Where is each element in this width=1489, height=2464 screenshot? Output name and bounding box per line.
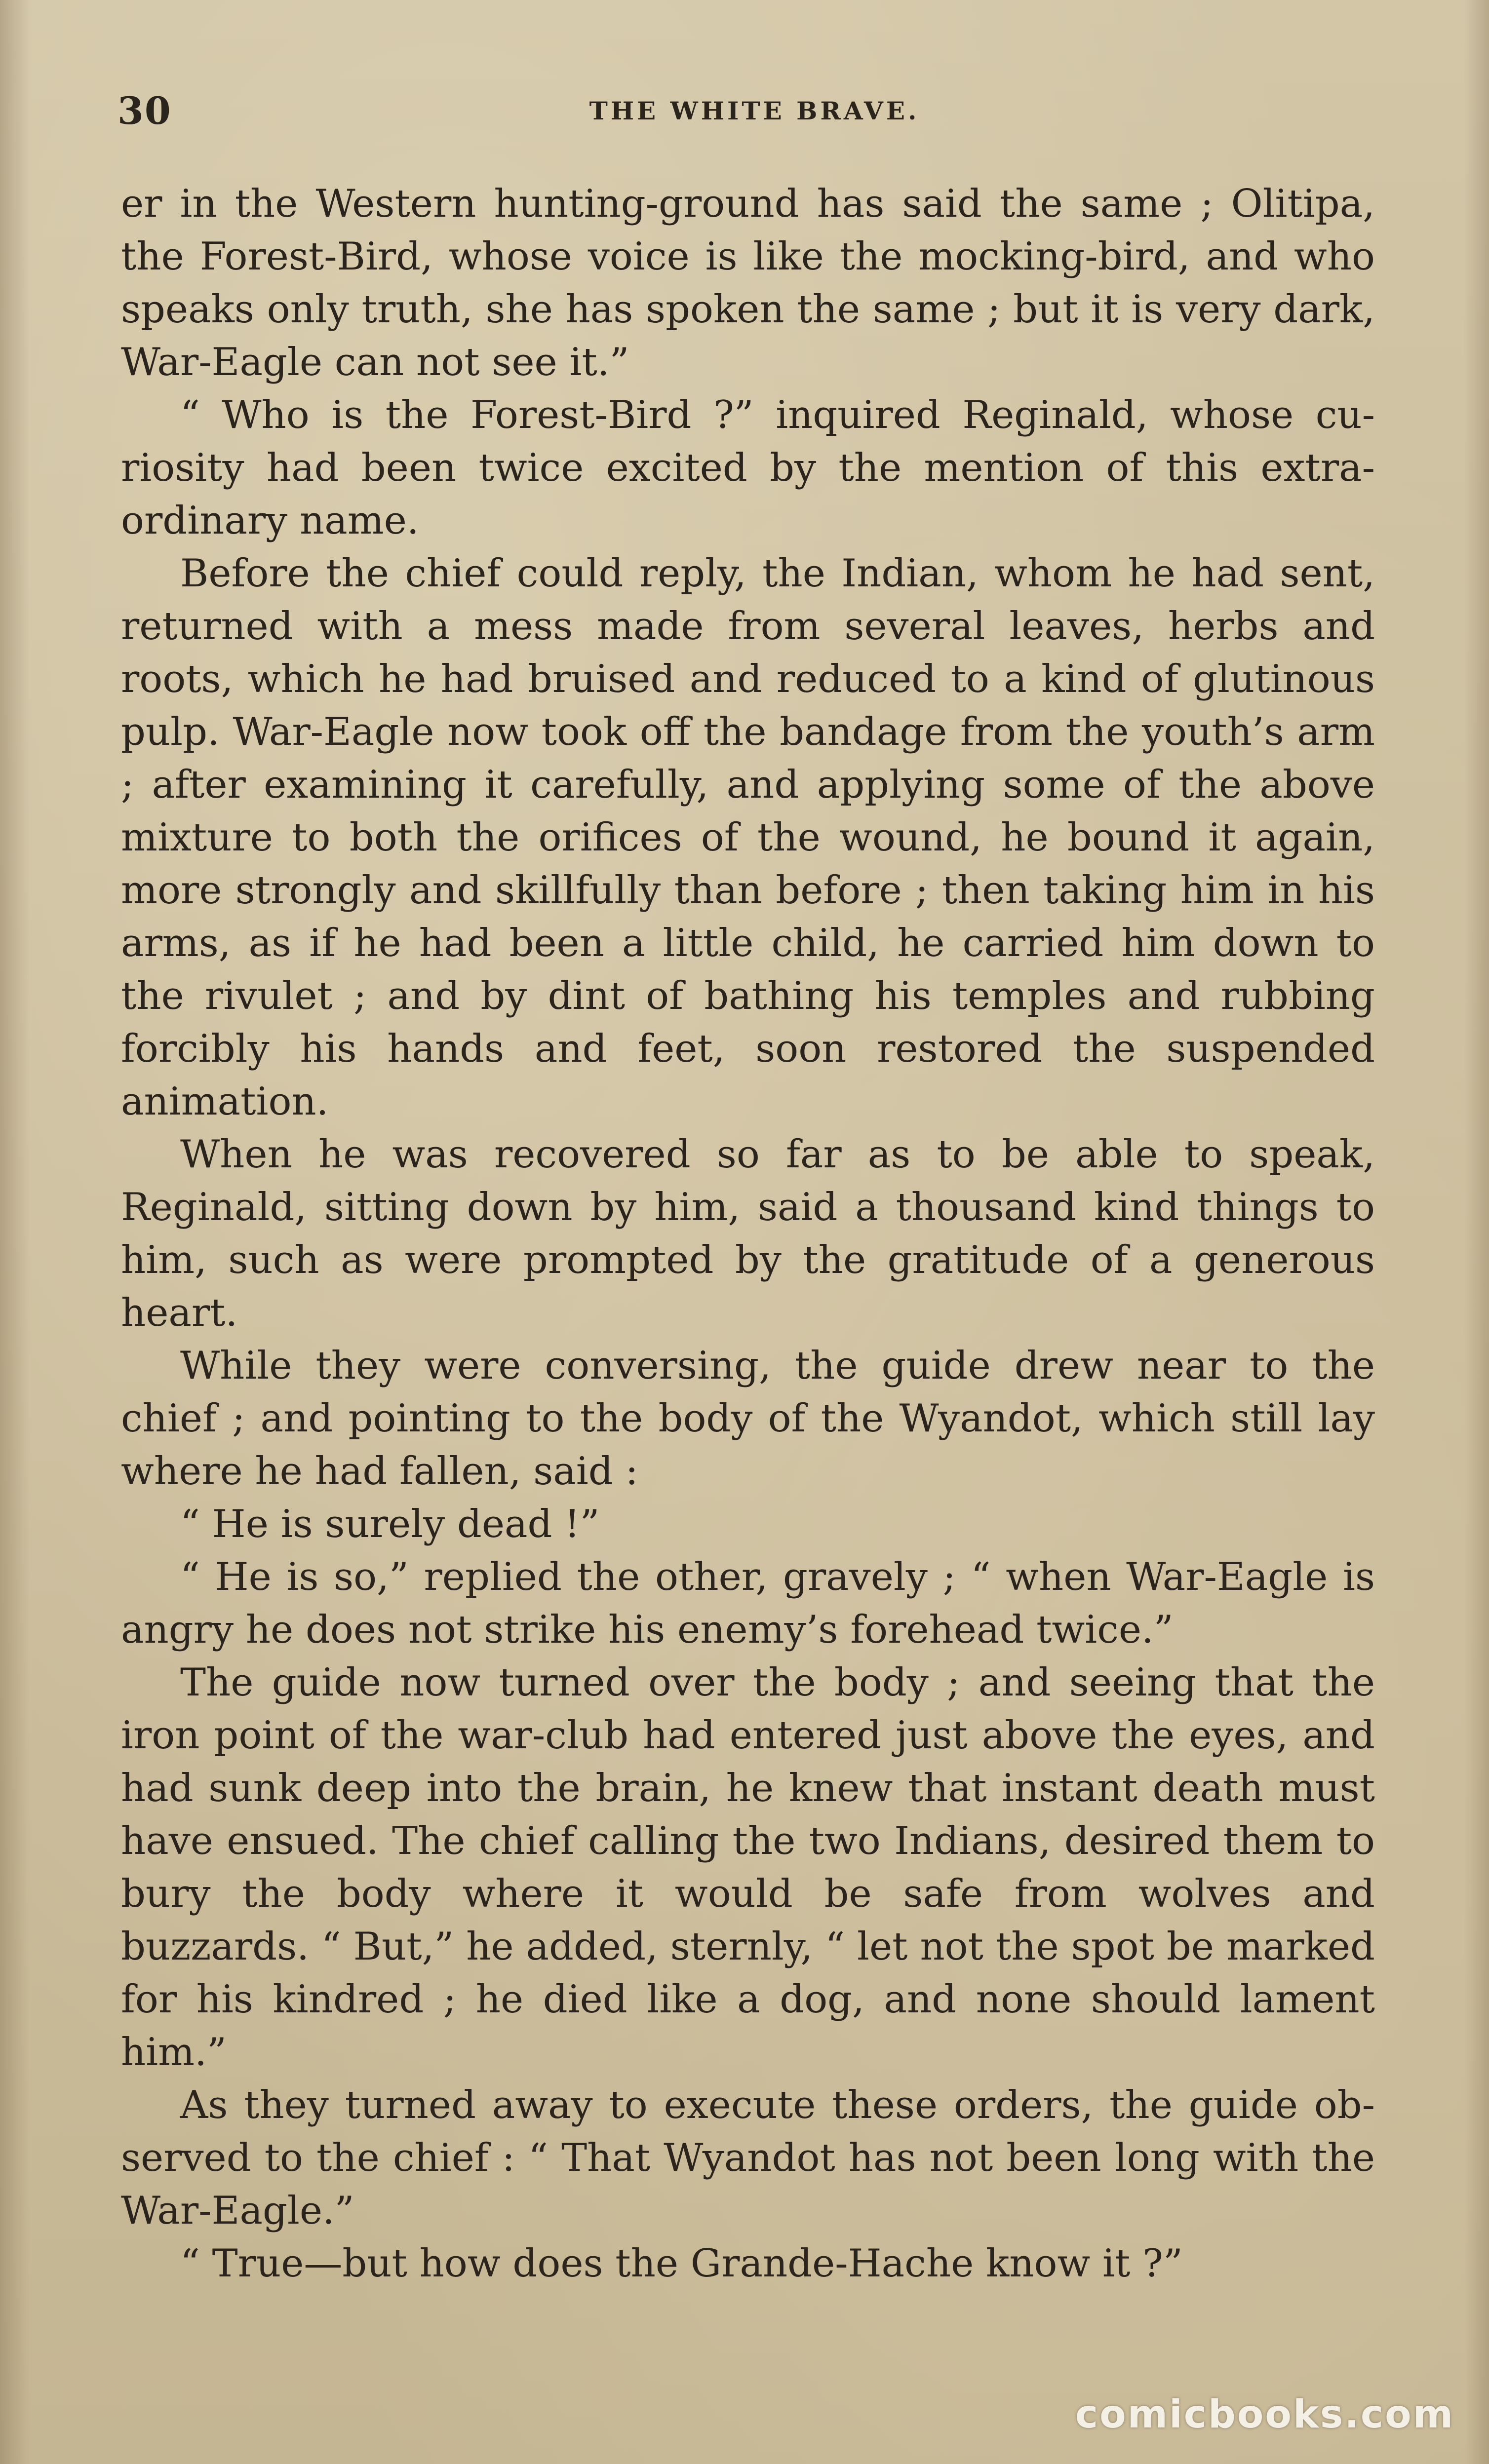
running-title: THE WHITE BRAVE. bbox=[589, 96, 920, 125]
body-text bbox=[121, 178, 1375, 2290]
paragraph: As they turned away to execute these orders, the guide observed to the chief : “ That Wyandot has not been long with the War-Eagle.” bbox=[121, 2083, 1375, 2233]
running-head bbox=[118, 84, 1371, 138]
paragraph: “ He is surely dead !” bbox=[180, 1502, 600, 1546]
paragraph-continued: er in the Western hunting-ground has said the same ; Olitipa, the Forest-Bird, whose voice is like the mocking-bird, and who speaks only truth, she has spoken the same ; but it is very dark, War-Eagle can not see it.” bbox=[121, 182, 1375, 385]
paragraph: “ He is so,” replied the other, gravely ; “ when War-Eagle is angry he does not strike his enemy’s forehead twice.” bbox=[121, 1555, 1375, 1652]
paragraph: The guide now turned over the body ; and seeing that the iron point of the war-club had entered just above the eyes, and had sunk deep into the brain, he knew that instant death must have ensued. The chief calling the two Indians, desired them to bury the body where it would be safe from wolves and buzzards. “ But,” he added, sternly, “ let not the spot be marked for his kindred ; he died like a dog, and none should lament him.” bbox=[121, 1660, 1375, 2075]
page-edge-shadow-right bbox=[1464, 0, 1489, 2464]
paragraph: When he was recovered so far as to be able to speak, Reginald, sitting down by him, said a thousand kind things to him, such as were prompted by the gratitude of a generous heart. bbox=[121, 1132, 1375, 1335]
paragraph: Before the chief could reply, the Indian, whom he had sent, returned with a mess made from several leaves, herbs and roots, which he had bruised and reduced to a kind of glutinous pulp. War-Eagle now took off the bandage from the youth’s arm ; after examining it carefully, and applying some of the above mixture to both the orifices of the wound, he bound it again, more strongly and skillfully than before ; then taking him in his arms, as if he had been a little child, he carried him down to the rivulet ; and by dint of bathing his temples and rubbing forcibly his hands and feet, soon restored the suspended animation. bbox=[121, 551, 1375, 1124]
paragraph: “ Who is the Forest-Bird ?” inquired Reginald, whose curiosity had been twice excited by the mention of this extraordinary name. bbox=[121, 393, 1375, 543]
paragraph: While they were conversing, the guide drew near to the chief ; and pointing to the body of the Wyandot, which still lay where he had fallen, said : bbox=[121, 1344, 1375, 1494]
watermark: comicbooks.com bbox=[1075, 2392, 1454, 2437]
page-number: 30 bbox=[118, 89, 172, 133]
page-edge-shadow-left bbox=[0, 0, 30, 2464]
paragraph: “ True—but how does the Grande-Hache know it ?” bbox=[180, 2241, 1183, 2286]
